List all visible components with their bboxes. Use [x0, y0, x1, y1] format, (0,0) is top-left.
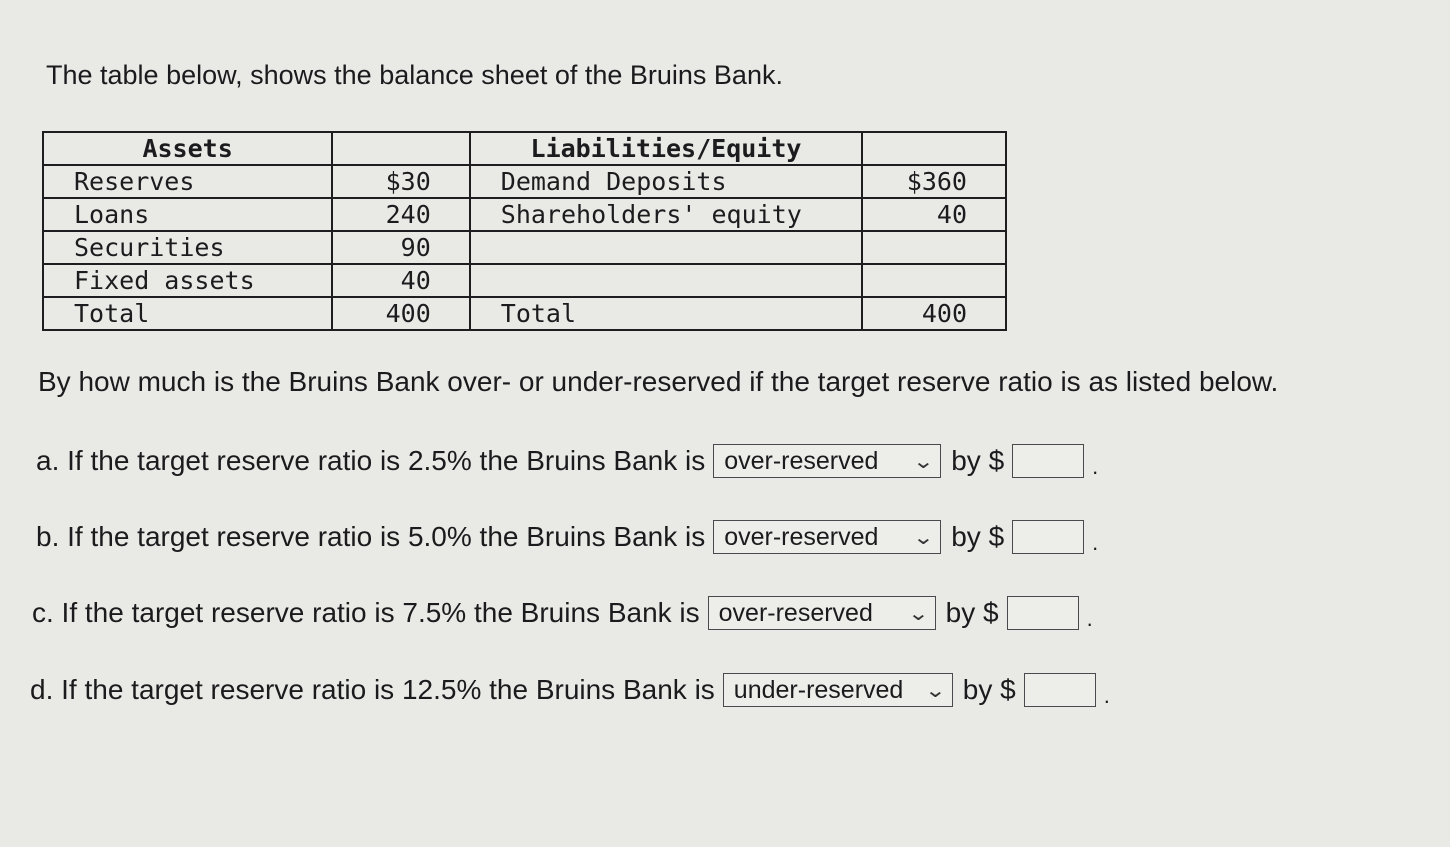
part-a-period: . [1092, 454, 1099, 479]
asset-value: 40 [332, 264, 470, 297]
liability-label [470, 231, 862, 264]
liability-label: Shareholders' equity [470, 198, 862, 231]
part-c-reserve-select[interactable] [708, 596, 936, 630]
header-liabilities-equity: Liabilities/Equity [470, 132, 862, 165]
header-asset-values [332, 132, 470, 165]
part-d [30, 670, 1110, 710]
chevron-down-icon: ⌄ [924, 679, 947, 702]
asset-value: 90 [332, 231, 470, 264]
part-b-reserve-select[interactable] [713, 520, 941, 554]
intro-text: The table below, shows the balance sheet of the Bruins Bank. [46, 60, 783, 90]
chevron-down-icon: ⌄ [907, 602, 930, 625]
part-a-by-label: by $ [951, 445, 1005, 476]
table-row [43, 231, 1006, 264]
asset-label: Fixed assets [43, 264, 332, 297]
liability-total-value: 400 [862, 297, 1006, 330]
liability-value [862, 264, 1006, 297]
asset-total-value: 400 [332, 297, 470, 330]
part-d-text: d. If the target reserve ratio is 12.5% the Bruins Bank is [30, 674, 715, 705]
liability-label: Demand Deposits [470, 165, 862, 198]
part-b [36, 517, 1098, 557]
table-row [43, 165, 1006, 198]
part-c-selected-value: over-reserved [718, 598, 873, 627]
liability-label [470, 264, 862, 297]
balance-sheet-table [42, 131, 1007, 331]
liability-value [862, 231, 1006, 264]
liability-total-label: Total [470, 297, 862, 330]
part-a-amount-input[interactable] [1012, 444, 1084, 478]
asset-label: Loans [43, 198, 332, 231]
asset-label: Reserves [43, 165, 332, 198]
header-liability-values [862, 132, 1006, 165]
part-b-period: . [1092, 530, 1099, 555]
part-d-by-label: by $ [962, 674, 1016, 705]
part-b-text: b. If the target reserve ratio is 5.0% the Bruins Bank is [36, 521, 706, 552]
chevron-down-icon: ⌄ [912, 450, 935, 473]
part-d-amount-input[interactable] [1024, 673, 1096, 707]
part-b-amount-input[interactable] [1012, 520, 1084, 554]
part-a [36, 441, 1098, 481]
part-b-by-label: by $ [951, 521, 1005, 552]
question-text: By how much is the Bruins Bank over- or under-reserved if the target reserve ratio is as listed below. [38, 366, 1279, 397]
part-c [32, 593, 1093, 633]
part-c-text: c. If the target reserve ratio is 7.5% the Bruins Bank is [32, 597, 700, 628]
part-a-selected-value: over-reserved [724, 446, 879, 475]
header-assets: Assets [43, 132, 332, 165]
part-c-period: . [1086, 606, 1093, 631]
liability-value: 40 [862, 198, 1006, 231]
asset-label: Securities [43, 231, 332, 264]
part-c-by-label: by $ [945, 597, 999, 628]
table-header-row [43, 132, 1006, 165]
part-d-period: . [1103, 683, 1110, 708]
part-d-selected-value: under-reserved [733, 675, 904, 704]
part-c-amount-input[interactable] [1007, 596, 1079, 630]
chevron-down-icon: ⌄ [912, 526, 935, 549]
asset-value: 240 [332, 198, 470, 231]
asset-value: $30 [332, 165, 470, 198]
part-b-selected-value: over-reserved [724, 522, 879, 551]
asset-total-label: Total [43, 297, 332, 330]
table-row [43, 198, 1006, 231]
table-total-row [43, 297, 1006, 330]
part-a-text: a. If the target reserve ratio is 2.5% the Bruins Bank is [36, 445, 706, 476]
table-row [43, 264, 1006, 297]
part-a-reserve-select[interactable] [713, 444, 941, 478]
part-d-reserve-select[interactable] [723, 673, 953, 707]
liability-value: $360 [862, 165, 1006, 198]
